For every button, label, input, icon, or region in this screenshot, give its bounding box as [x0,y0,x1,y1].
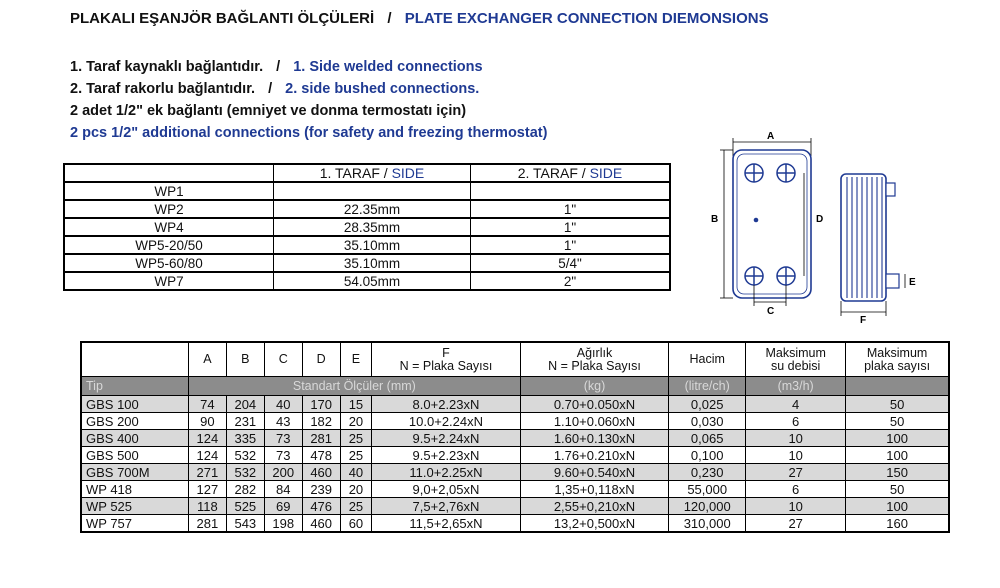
subheader-volume-unit: (litre/ch) [669,377,746,396]
table-row [81,464,949,481]
spec-cell-e: 60 [340,515,372,533]
connection-notes [70,56,547,144]
spec-cell-tip: GBS 700M [81,464,188,481]
table-row [64,200,670,218]
header-b: B [226,342,264,377]
spec-header-row [81,342,949,377]
spec-cell-b: 282 [226,481,264,498]
spec-cell-c: 40 [264,396,302,413]
spec-cell-flow: 10 [746,430,846,447]
spec-cell-c: 200 [264,464,302,481]
spec-cell-b: 532 [226,464,264,481]
header-a: A [188,342,226,377]
note-1-english: 1. Side welded connections [293,59,483,75]
spec-cell-volume: 120,000 [669,498,746,515]
note-2-english: 2. side bushed connections. [285,81,480,97]
spec-cell-d: 281 [302,430,340,447]
spec-cell-d: 239 [302,481,340,498]
spec-cell-e: 20 [340,413,372,430]
spec-cell-f: 7,5+2,76xN [372,498,521,515]
header-weight: Ağırlık N = Plaka Sayısı [520,342,669,377]
spec-cell-plates: 160 [846,515,949,533]
label-e: E [909,277,916,288]
spec-cell-tip: GBS 200 [81,413,188,430]
spec-cell-flow: 6 [746,481,846,498]
side2-cell: 5/4" [471,254,671,272]
spec-cell-plates: 100 [846,498,949,515]
side1-header: 1. TARAF / SIDE [274,164,471,182]
subheader-flow-unit: (m3/h) [746,377,846,396]
spec-cell-weight: 0.70+0.050xN [520,396,669,413]
table-row [81,515,949,533]
spec-cell-plates: 100 [846,430,949,447]
note-line-3: 2 adet 1/2" ek bağlantı (emniyet ve donma termostatı için) [70,103,467,119]
spec-cell-d: 476 [302,498,340,515]
spec-cell-a: 271 [188,464,226,481]
spec-cell-tip: GBS 100 [81,396,188,413]
spec-cell-tip: WP 757 [81,515,188,533]
title-english: PLATE EXCHANGER CONNECTION DIEMONSIONS [404,10,769,27]
spec-cell-weight: 1.60+0.130xN [520,430,669,447]
front-view [711,131,823,317]
spec-cell-f: 9,0+2,05xN [372,481,521,498]
spec-cell-plates: 100 [846,447,949,464]
header-max-plates: Maksimum plaka sayısı [846,342,949,377]
header-f: F N = Plaka Sayısı [372,342,521,377]
spec-cell-e: 25 [340,447,372,464]
spec-cell-weight: 13,2+0,500xN [520,515,669,533]
label-f: F [860,315,867,324]
label-d: D [816,214,824,225]
header-max-flow: Maksimum su debisi [746,342,846,377]
spec-cell-c: 198 [264,515,302,533]
subheader-blank [846,377,949,396]
spec-cell-e: 20 [340,481,372,498]
spec-cell-flow: 10 [746,498,846,515]
table-row [64,218,670,236]
spec-cell-f: 9.5+2.24xN [372,430,521,447]
spec-cell-volume: 55,000 [669,481,746,498]
table-row [64,236,670,254]
spec-cell-d: 460 [302,515,340,533]
side2-cell: 1" [471,218,671,236]
spec-cell-weight: 1,35+0,118xN [520,481,669,498]
spec-cell-tip: GBS 500 [81,447,188,464]
spec-subheader-row [81,377,949,396]
spec-cell-b: 204 [226,396,264,413]
table-row [81,430,949,447]
model-cell: WP5-60/80 [64,254,274,272]
side2-cell [471,182,671,200]
label-c: C [767,306,775,317]
model-header [64,164,274,182]
spec-cell-weight: 2,55+0,210xN [520,498,669,515]
note-2-separator: / [268,81,273,97]
spec-cell-d: 170 [302,396,340,413]
spec-cell-flow: 10 [746,447,846,464]
spec-cell-a: 281 [188,515,226,533]
spec-cell-weight: 9.60+0.540xN [520,464,669,481]
table-row [81,396,949,413]
spec-cell-plates: 50 [846,413,949,430]
spec-cell-plates: 150 [846,464,949,481]
spec-cell-a: 124 [188,430,226,447]
spec-cell-b: 231 [226,413,264,430]
note-line-1 [70,56,547,78]
connector-e [886,274,899,288]
spec-cell-f: 9.5+2.23xN [372,447,521,464]
side-view [841,174,916,324]
header-e: E [340,342,372,377]
spec-cell-d: 460 [302,464,340,481]
table-row [64,272,670,290]
spec-cell-volume: 310,000 [669,515,746,533]
exchanger-diagram [700,128,960,324]
spec-cell-weight: 1.76+0.210xN [520,447,669,464]
tip-header-blank [81,342,188,377]
spec-cell-c: 73 [264,430,302,447]
spec-cell-e: 15 [340,396,372,413]
spec-cell-d: 182 [302,413,340,430]
spec-cell-a: 124 [188,447,226,464]
subheader-tip: Tip [81,377,188,396]
model-cell: WP4 [64,218,274,236]
side2-cell: 2" [471,272,671,290]
table-row [81,413,949,430]
header-c: C [264,342,302,377]
title-separator: / [387,10,392,27]
table-row [81,481,949,498]
connection-table [63,163,671,291]
table-row [81,447,949,464]
spec-cell-f: 8.0+2.23xN [372,396,521,413]
plate-stack-outline [841,174,886,301]
label-a: A [767,131,775,142]
page-title [70,10,769,27]
spec-cell-volume: 0,030 [669,413,746,430]
spec-cell-weight: 1.10+0.060xN [520,413,669,430]
side2-cell: 1" [471,236,671,254]
spec-cell-plates: 50 [846,396,949,413]
spec-cell-volume: 0,065 [669,430,746,447]
side1-cell: 35.10mm [274,236,471,254]
model-cell: WP7 [64,272,274,290]
spec-cell-f: 11,5+2,65xN [372,515,521,533]
table-row [81,498,949,515]
header-d: D [302,342,340,377]
model-cell: WP1 [64,182,274,200]
spec-cell-f: 10.0+2.24xN [372,413,521,430]
spec-cell-flow: 4 [746,396,846,413]
connection-table-header [64,164,670,182]
table-row [64,182,670,200]
spec-cell-a: 127 [188,481,226,498]
side2-header: 2. TARAF / SIDE [471,164,671,182]
spec-cell-b: 525 [226,498,264,515]
spec-cell-c: 43 [264,413,302,430]
side1-cell: 35.10mm [274,254,471,272]
spec-cell-volume: 0,025 [669,396,746,413]
spec-cell-b: 335 [226,430,264,447]
subheader-weight-unit: (kg) [520,377,669,396]
header-volume: Hacim [669,342,746,377]
spec-cell-a: 74 [188,396,226,413]
spec-cell-flow: 6 [746,413,846,430]
side2-cell: 1" [471,200,671,218]
note-1-separator: / [276,59,281,75]
spec-cell-e: 25 [340,498,372,515]
spec-cell-volume: 0,100 [669,447,746,464]
spec-cell-tip: GBS 400 [81,430,188,447]
note-line-2 [70,78,547,100]
title-turkish: PLAKALI EŞANJÖR BAĞLANTI ÖLÇÜLERİ [70,10,375,27]
spec-cell-c: 84 [264,481,302,498]
spec-cell-a: 118 [188,498,226,515]
spec-cell-flow: 27 [746,464,846,481]
note-1-turkish: 1. Taraf kaynaklı bağlantıdır. [70,59,264,75]
subheader-standard: Standart Ölçüler (mm) [188,377,520,396]
note-2-turkish: 2. Taraf rakorlu bağlantıdır. [70,81,256,97]
label-b: B [711,214,719,225]
spec-cell-flow: 27 [746,515,846,533]
side1-cell: 28.35mm [274,218,471,236]
side1-cell: 54.05mm [274,272,471,290]
spec-cell-a: 90 [188,413,226,430]
spec-cell-b: 532 [226,447,264,464]
model-cell: WP5-20/50 [64,236,274,254]
spec-cell-tip: WP 525 [81,498,188,515]
spec-cell-tip: WP 418 [81,481,188,498]
model-cell: WP2 [64,200,274,218]
spec-cell-c: 69 [264,498,302,515]
spec-cell-b: 543 [226,515,264,533]
spec-cell-plates: 50 [846,481,949,498]
side1-cell [274,182,471,200]
spec-cell-e: 40 [340,464,372,481]
spec-table-body [81,396,949,533]
spec-table [80,341,950,533]
spec-cell-d: 478 [302,447,340,464]
spec-cell-f: 11.0+2.25xN [372,464,521,481]
side1-cell: 22.35mm [274,200,471,218]
spec-cell-c: 73 [264,447,302,464]
spec-cell-volume: 0,230 [669,464,746,481]
spec-cell-e: 25 [340,430,372,447]
table-row [64,254,670,272]
note-line-4: 2 pcs 1/2" additional connections (for safety and freezing thermostat) [70,125,548,141]
